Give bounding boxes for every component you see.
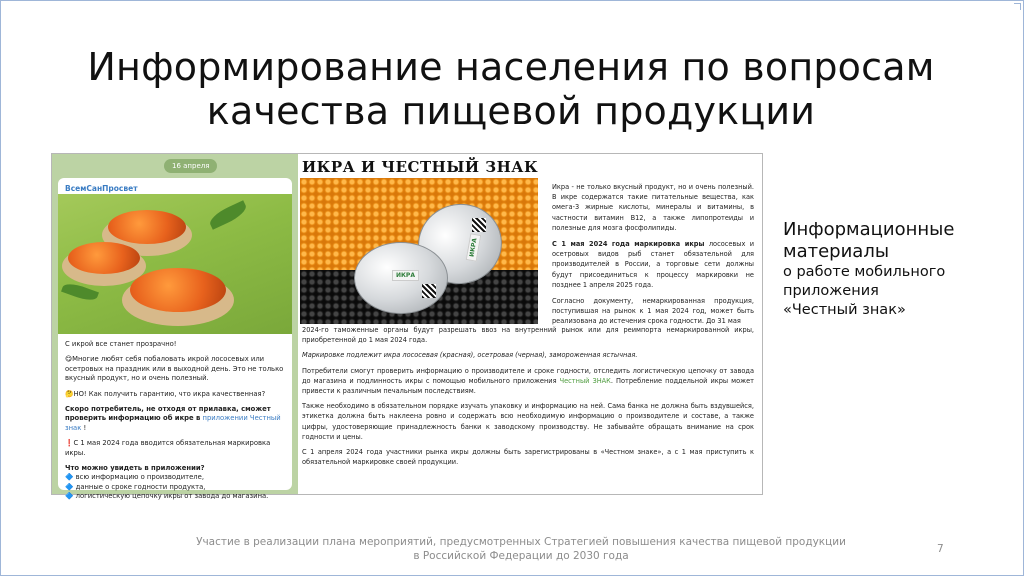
post-text bbox=[65, 340, 287, 502]
article-text: . Потребление поддельной икры может привести к различным печальным последствиям. bbox=[302, 376, 754, 396]
post-list-item: 🔷 всю информацию о производителе, bbox=[65, 473, 204, 482]
honest-sign-link[interactable]: Честный ЗНАК bbox=[559, 376, 611, 385]
can-label: ИКРА bbox=[392, 270, 419, 281]
post-list-item: 🔷 данные о сроке годности продукта, bbox=[65, 482, 206, 491]
honest-sign-app-link[interactable]: приложении Честный знак bbox=[65, 414, 281, 432]
qr-code-icon bbox=[422, 284, 436, 298]
article-paragraph: 2024-го таможенные органы будут разрешать ввоз на внутренний рынок или для реимпорта немаркированной икры, приобретенной до 1 мая 2024 года. bbox=[302, 326, 754, 345]
slide-footer bbox=[141, 535, 901, 563]
post-paragraph: 🤔НО! Как получить гарантию, что икра качественная? bbox=[65, 389, 266, 398]
article-title: ИКРА И ЧЕСТНЫЙ ЗНАК bbox=[302, 158, 539, 176]
side-note-line: Информационные bbox=[783, 219, 955, 240]
qr-code-icon bbox=[472, 218, 486, 232]
article-text: лососевых и осетровых видов рыб станет обязательной для производителей в России, а торговые сети должны будут присоединиться к процессу маркировки не позднее 1 апреля 2025 года. bbox=[552, 240, 755, 289]
article-paragraph: Также необходимо в обязательном порядке изучать упаковку и информацию на ней. Сама банка не должна быть вздувшейся, этикетка должна быть наклеена ровно и содержать всю необходимую информацию о производителе и составе, а также цифры, удостоверяющие принадлежность банки к заводскому производству. Не забывайте обращать внимание на срок годности и цены. bbox=[302, 402, 754, 441]
article-paragraph: Согласно документу, немаркированная продукция, поступившая на рынок к 1 мая 2024 год, может быть реализована до истечения срока годности. До 31 мая bbox=[552, 297, 754, 326]
side-note-line: приложения bbox=[783, 283, 879, 299]
post-bold-text: Скоро потребитель, не отходя от прилавка, сможет проверить информацию об икре в bbox=[65, 405, 271, 423]
post-text-end: ! bbox=[83, 423, 87, 432]
post-paragraph: С икрой все станет прозрачно! bbox=[65, 340, 177, 348]
caviar-cans-photo bbox=[300, 178, 538, 324]
side-note-line: «Честный знак» bbox=[783, 302, 906, 318]
post-card bbox=[58, 178, 292, 501]
caviar-tartlet bbox=[108, 210, 186, 244]
info-materials-image bbox=[51, 153, 763, 501]
post-bold-text: Что можно увидеть в приложении? bbox=[65, 464, 205, 473]
article bbox=[298, 154, 762, 494]
footer-line: в Российской Федерации до 2030 года bbox=[413, 550, 629, 562]
side-note-line: о работе мобильного bbox=[783, 264, 946, 280]
article-side-text bbox=[552, 182, 754, 333]
page-number: 7 bbox=[937, 543, 944, 555]
post-date: 16 апреля bbox=[164, 159, 217, 173]
post-channel-name: ВсемСанПросвет bbox=[65, 184, 138, 193]
caviar-tartlet bbox=[130, 268, 226, 312]
post-paragraph bbox=[65, 405, 287, 433]
article-paragraph: С 1 апреля 2024 года участники рынка икры должны быть зарегистрированы в «Честном знаке», а с 1 мая приступить к обязательной маркировке своей продукции. bbox=[302, 448, 754, 467]
article-paragraph bbox=[302, 366, 754, 397]
side-note bbox=[783, 219, 1003, 320]
slide-title: Информирование населения по вопросам качества пищевой продукции bbox=[87, 45, 935, 133]
can-label: ИКРА bbox=[466, 233, 482, 261]
caviar-tartlets-photo bbox=[58, 194, 292, 334]
footer-line: Участие в реализации плана мероприятий, предусмотренных Стратегией повышения качества пищевой продукции bbox=[196, 536, 846, 548]
post-list-item: 🔷 логистическую цепочку икры от завода до магазина. bbox=[65, 492, 269, 501]
article-body-text bbox=[302, 325, 754, 472]
messenger-post bbox=[52, 154, 298, 501]
side-note-line: материалы bbox=[783, 241, 890, 262]
slide-corner-mark bbox=[1014, 3, 1021, 10]
dill-leaf-decoration bbox=[207, 200, 249, 230]
article-paragraph: Икра - не только вкусный продукт, но и очень полезный. В икре содержатся такие питательные вещества, как омега-3 жирные кислоты, минералы и витамины, в частности витамин B12, а также липопротеиды и полезные для мозга фосфолипиды. bbox=[552, 183, 754, 232]
post-paragraph: ❗С 1 мая 2024 года вводится обязательная маркировка икры. bbox=[65, 439, 271, 457]
article-paragraph: Маркировке подлежит икра лососевая (красная), осетровая (черная), замороженная ястычная. bbox=[302, 351, 638, 360]
article-paragraph bbox=[552, 239, 754, 290]
post-paragraph: 😋Многие любят себя побаловать икрой лососевых или осетровых на праздник или в выходной день. Это не только вкусный продукт, но и очень полезный. bbox=[65, 355, 284, 383]
article-text: Потребители смогут проверить информацию о производителе и сроке годности, отследить логистическую цепочку от завода до магазина и подлинность икры с помощью мобильного приложения bbox=[302, 366, 754, 385]
article-bold-text: С 1 мая 2024 года маркировка икры bbox=[552, 240, 705, 249]
caviar-tartlet bbox=[68, 242, 140, 274]
